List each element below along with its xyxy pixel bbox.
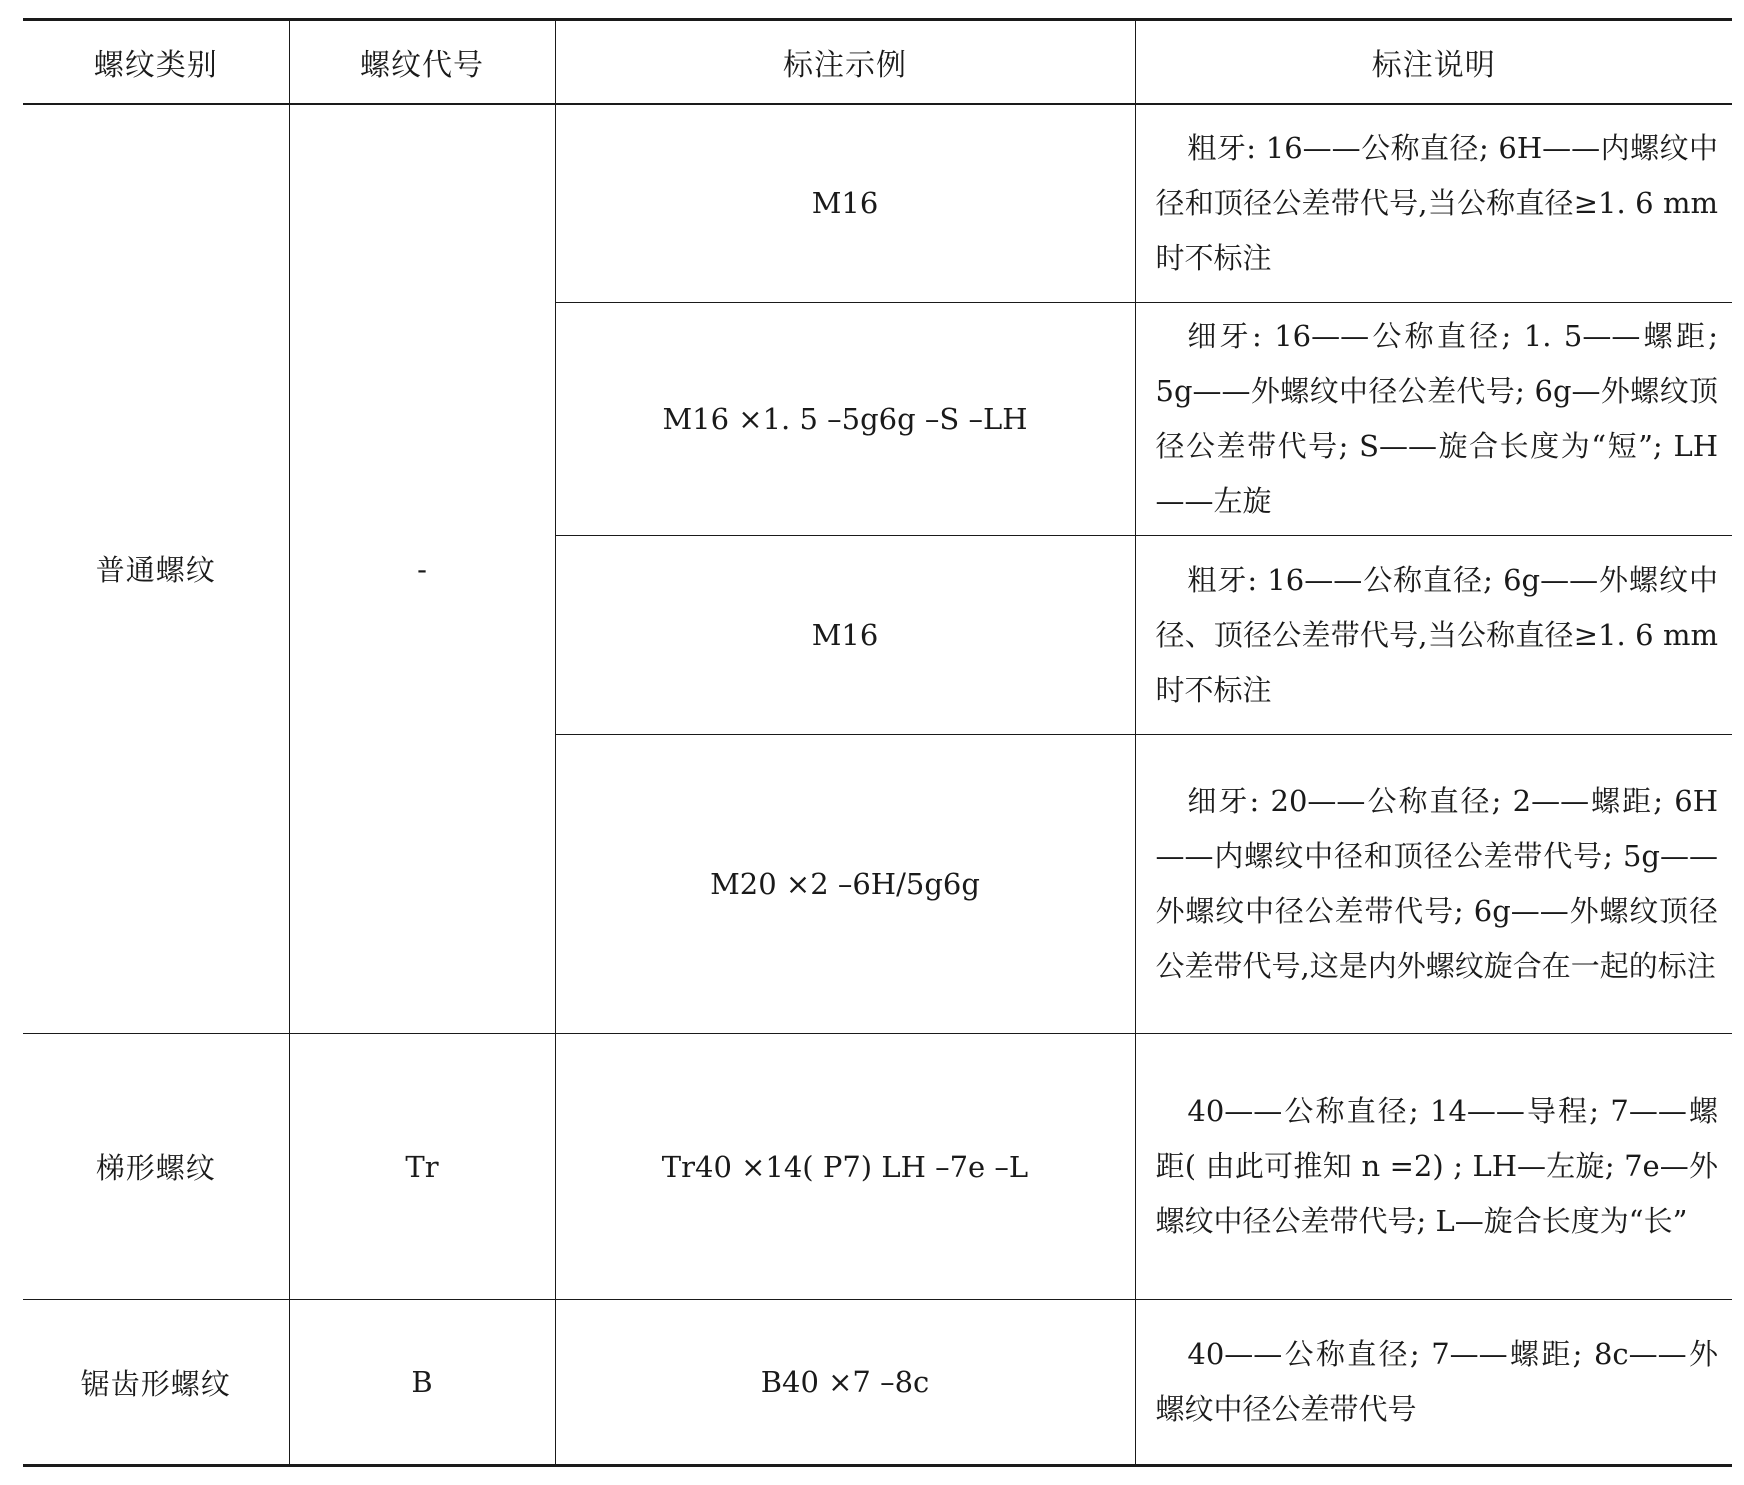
description-cell: 细牙: 20——公称直径; 2——螺距; 6H——内螺纹中径和顶径公差带代号; 5g——外螺纹中径公差带代号; 6g——外螺纹顶径公差带代号,这是内外螺纹旋合在一起的标注: [1135, 735, 1732, 1034]
description-cell: 细牙: 16——公称直径; 1. 5——螺距; 5g——外螺纹中径公差代号; 6g—外螺纹顶径公差带代号; S——旋合长度为“短”; LH——左旋: [1135, 303, 1732, 536]
example-cell: M20 ×2 –6H/5g6g: [555, 735, 1135, 1034]
header-description: 标注说明: [1135, 20, 1732, 104]
header-example: 标注示例: [555, 20, 1135, 104]
thread-designation-table: [23, 18, 1732, 1467]
thread-designation-table-wrapper: [23, 18, 1732, 1467]
code-cell: -: [289, 104, 555, 1034]
description-cell: 40——公称直径; 7——螺距; 8c——外螺纹中径公差带代号: [1135, 1300, 1732, 1466]
table-row: [23, 1034, 1732, 1300]
example-cell: M16: [555, 536, 1135, 735]
description-cell: 粗牙: 16——公称直径; 6g——外螺纹中径、顶径公差带代号,当公称直径≥1. 6 mm 时不标注: [1135, 536, 1732, 735]
code-cell: B: [289, 1300, 555, 1466]
header-thread-category: 螺纹类别: [23, 20, 289, 104]
description-cell: 粗牙: 16——公称直径; 6H——内螺纹中径和顶径公差带代号,当公称直径≥1. 6 mm时不标注: [1135, 104, 1732, 303]
category-cell: 锯齿形螺纹: [23, 1300, 289, 1466]
table-row: [23, 1300, 1732, 1466]
header-thread-code: 螺纹代号: [289, 20, 555, 104]
example-cell: Tr40 ×14( P7) LH –7e –L: [555, 1034, 1135, 1300]
description-cell: 40——公称直径; 14——导程; 7——螺距( 由此可推知 n =2) ; LH—左旋; 7e—外螺纹中径公差带代号; L—旋合长度为“长”: [1135, 1034, 1732, 1300]
example-cell: M16 ×1. 5 –5g6g –S –LH: [555, 303, 1135, 536]
table-body: [23, 104, 1732, 1466]
table-row: [23, 104, 1732, 303]
category-cell: 普通螺纹: [23, 104, 289, 1034]
header-row: [23, 20, 1732, 104]
example-cell: B40 ×7 –8c: [555, 1300, 1135, 1466]
table-header: [23, 20, 1732, 104]
example-cell: M16: [555, 104, 1135, 303]
code-cell: Tr: [289, 1034, 555, 1300]
category-cell: 梯形螺纹: [23, 1034, 289, 1300]
